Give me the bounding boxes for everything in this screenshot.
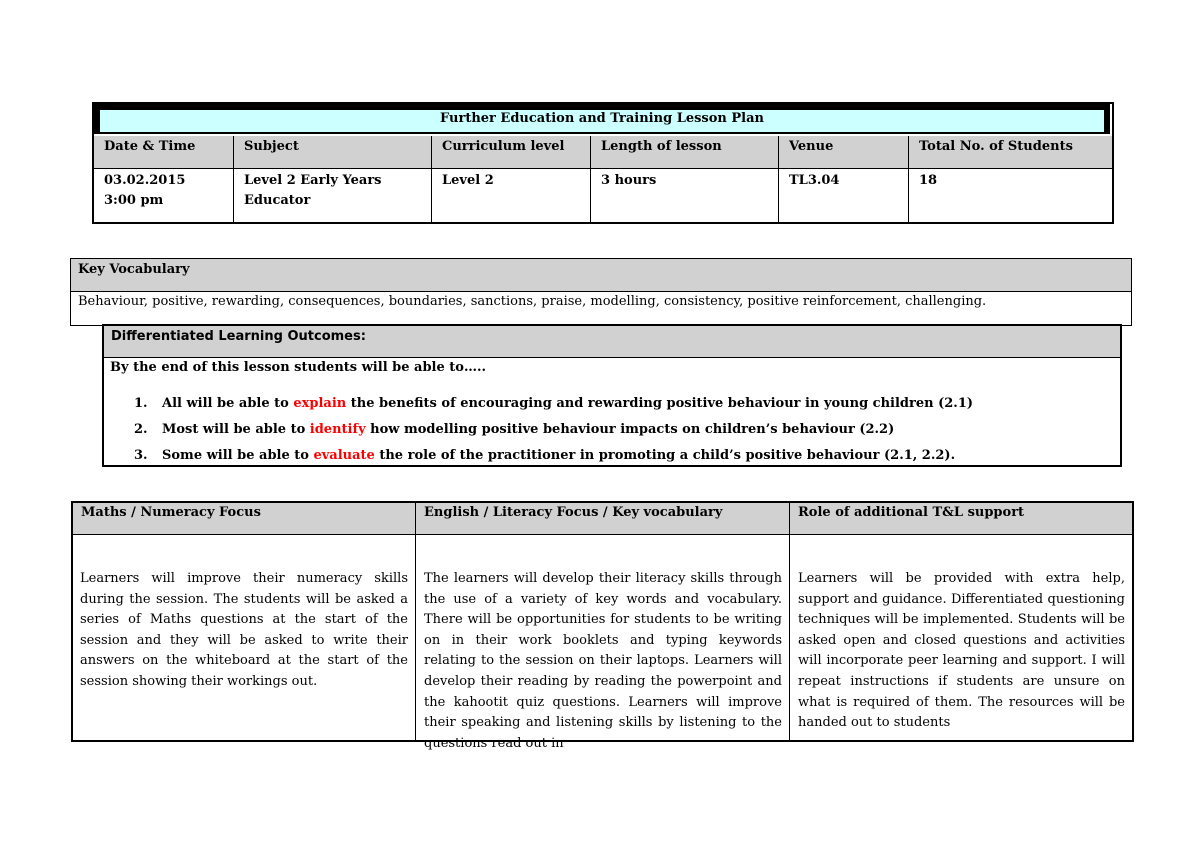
outcome-pre: Most will be able to xyxy=(162,422,310,437)
subject-line-2: Educator xyxy=(244,193,311,208)
col-curriculum-level: Curriculum level xyxy=(432,136,591,169)
key-vocabulary-text: Behaviour, positive, rewarding, consequences, boundaries, sanctions, praise, modelling, consistency, positive reinforcement, challenging. xyxy=(70,292,1132,326)
col-venue: Venue xyxy=(779,136,909,169)
cell-length: 3 hours xyxy=(591,169,779,222)
outcome-verb: evaluate xyxy=(313,448,375,463)
cell-curriculum-level: Level 2 xyxy=(432,169,591,222)
outcome-item xyxy=(134,396,1114,411)
support-role-header: Role of additional T&L support xyxy=(790,503,1132,535)
outcome-number: 1. xyxy=(134,396,148,411)
maths-focus-header: Maths / Numeracy Focus xyxy=(73,503,416,535)
outcome-verb: identify xyxy=(309,422,366,437)
column-divider xyxy=(415,503,416,740)
english-focus-header: English / Literacy Focus / Key vocabulary xyxy=(416,503,790,535)
col-length: Length of lesson xyxy=(591,136,779,169)
outcomes-heading: Differentiated Learning Outcomes: xyxy=(104,326,1120,358)
outcome-post: the benefits of encouraging and rewarding positive behaviour in young children (2.1) xyxy=(346,396,974,411)
maths-focus-text: Learners will improve their numeracy skills during the session. The students will be asked a series of Maths questions at the start of the session and they will be asked to write their answers on the whiteboard at the start of the session showing their workings out. xyxy=(80,571,408,689)
outcome-post: the role of the practitioner in promoting a child’s positive behaviour (2.1, 2.2). xyxy=(374,448,956,463)
cell-subject xyxy=(234,169,432,222)
outcome-number: 3. xyxy=(134,448,148,463)
lesson-plan-title: Further Education and Training Lesson Plan xyxy=(94,104,1110,134)
key-vocabulary-heading: Key Vocabulary xyxy=(70,258,1132,292)
col-date-time: Date & Time xyxy=(94,136,234,169)
date-value: 03.02.2015 xyxy=(104,173,186,188)
outcome-number: 2. xyxy=(134,422,148,437)
english-focus-text: The learners will develop their literacy skills through the use of a variety of key words and vocabulary. There will be opportunities for students to be writing on in their work booklets and typing keywords relating to the session on their laptops. Learners will develop their reading by reading the powerpoint and the kahootit quiz questions. Learners will improve their speaking and listening skills by listening to the questions read out in xyxy=(424,571,782,751)
outcome-pre: All will be able to xyxy=(162,396,294,411)
col-subject: Subject xyxy=(234,136,432,169)
col-total-students: Total No. of Students xyxy=(909,136,1112,169)
outcome-post: how modelling positive behaviour impacts on children’s behaviour (2.2) xyxy=(365,422,895,437)
subject-line-1: Level 2 Early Years xyxy=(244,173,382,188)
outcome-item xyxy=(134,422,1114,437)
outcomes-intro: By the end of this lesson students will be able to….. xyxy=(110,360,487,375)
time-value: 3:00 pm xyxy=(104,193,164,208)
outcome-verb: explain xyxy=(293,396,347,411)
column-divider xyxy=(789,503,790,740)
cell-venue: TL3.04 xyxy=(779,169,909,222)
cell-date-time xyxy=(94,169,234,222)
support-role-text: Learners will be provided with extra help, support and guidance. Differentiated questioning techniques will be implemented. Students will be asked open and closed questions and activities will incorporate peer learning and support. I will repeat instructions if students are unsure on what is required of them. The resources will be handed out to students xyxy=(798,571,1125,731)
outcome-pre: Some will be able to xyxy=(162,448,314,463)
outcome-item xyxy=(134,448,1114,463)
cell-total-students: 18 xyxy=(909,169,1112,222)
